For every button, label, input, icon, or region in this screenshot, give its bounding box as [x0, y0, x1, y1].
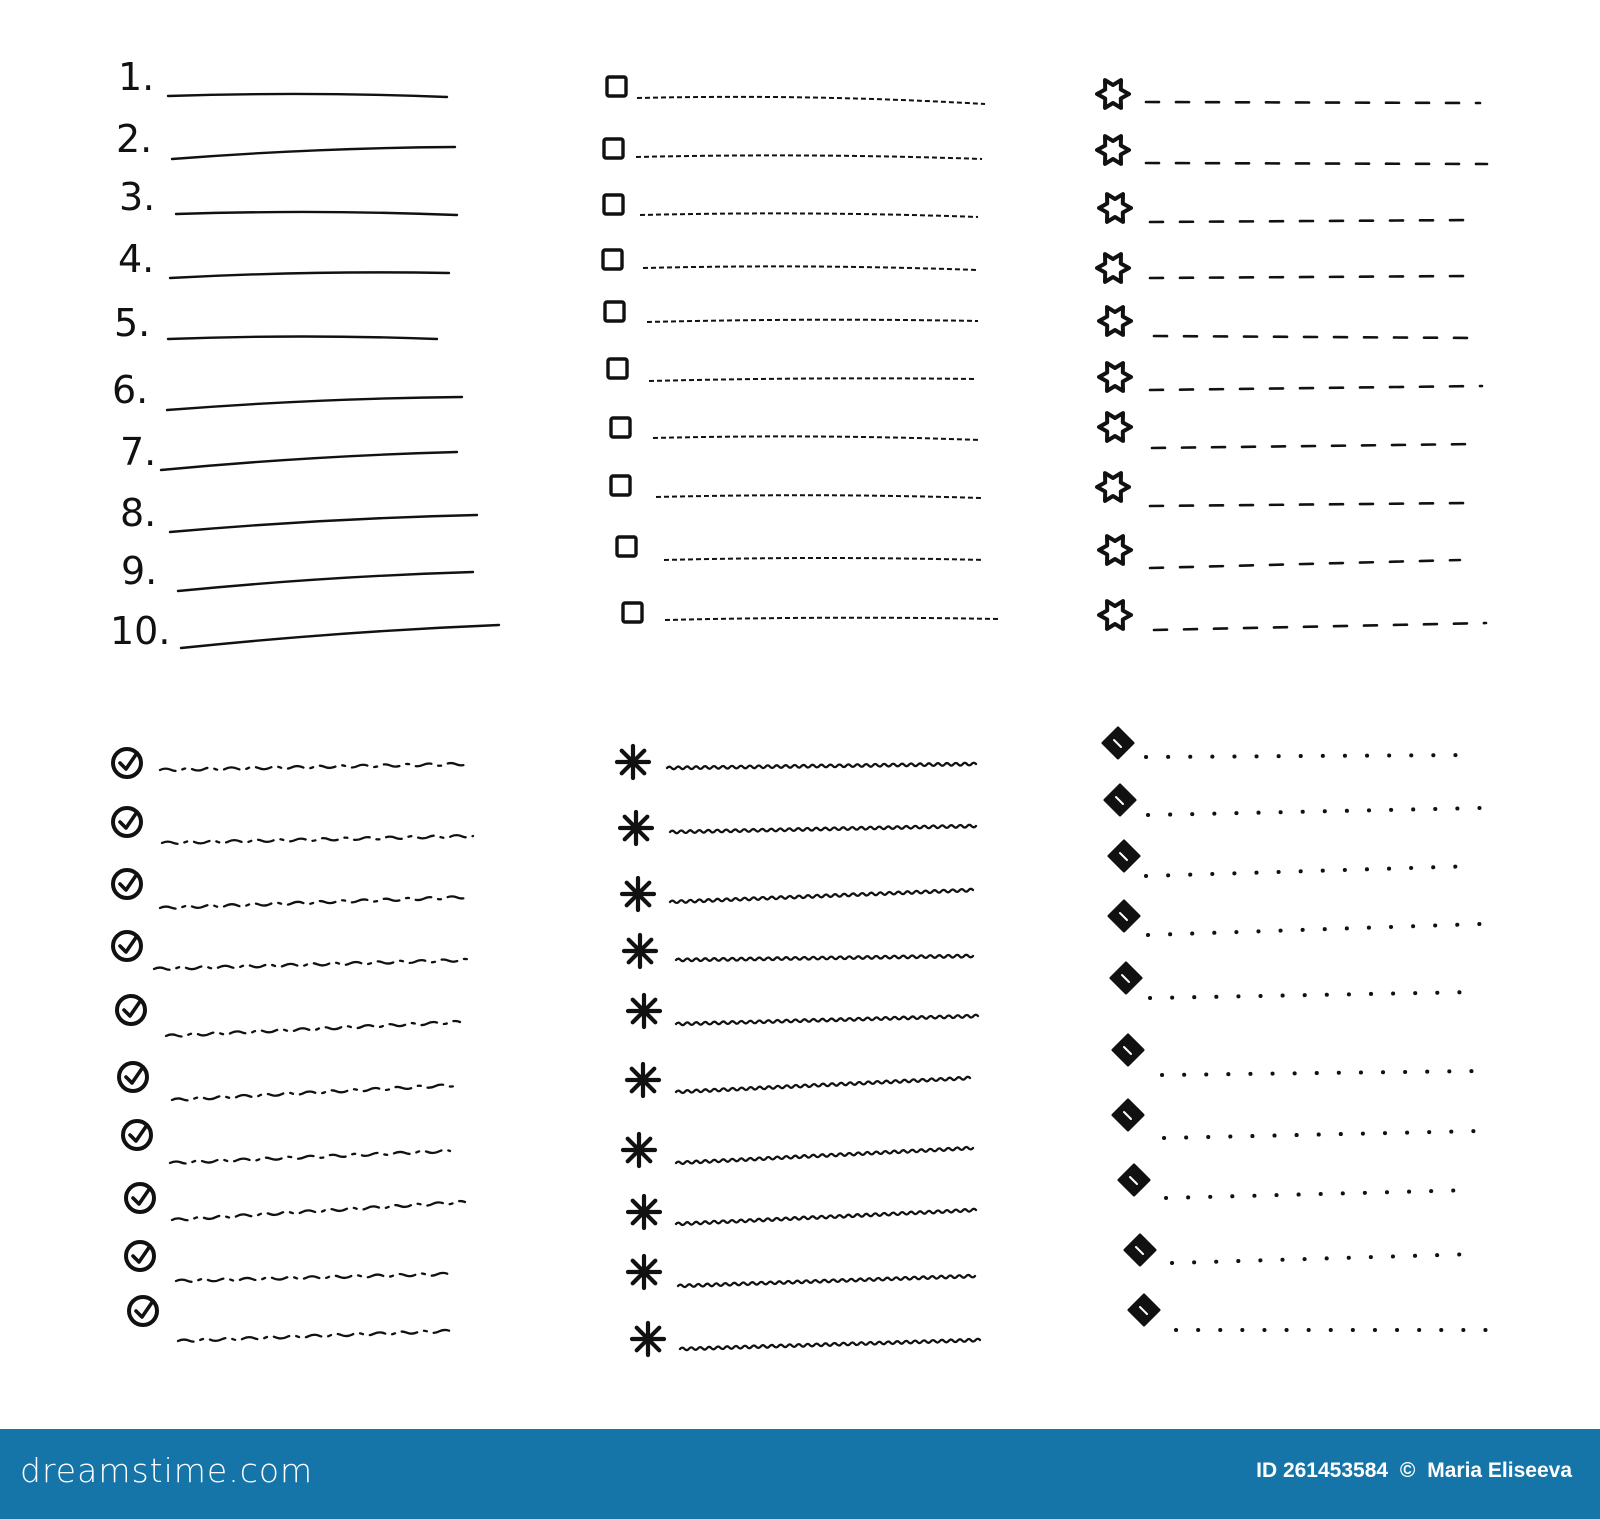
squiggle-line: [676, 1209, 976, 1225]
asterisk-row: [628, 1256, 975, 1288]
long-dashed-line: [1150, 503, 1470, 506]
image-id: ID 261453584: [1256, 1459, 1389, 1482]
squiggle-line: [680, 1339, 980, 1350]
asterisk-row: [622, 878, 973, 910]
squiggle-line: [678, 1275, 975, 1287]
blob-row: [1099, 413, 1476, 448]
asterisk-icon: [620, 812, 652, 844]
dash-dot-wavy-line: [160, 763, 467, 771]
check-circle-icon: [113, 932, 141, 960]
check-circle-icon: [117, 996, 145, 1024]
checkbox-row: [605, 302, 978, 322]
diamond-row: [1129, 1295, 1486, 1330]
fine-dashed-line: [664, 558, 984, 560]
diamond-row: [1103, 728, 1472, 758]
footer-credit: [1256, 1459, 1572, 1483]
checkbox-row: [611, 476, 982, 498]
number-label: 9.: [121, 549, 158, 593]
asterisk-icon: [617, 746, 649, 778]
checkbox-row: [604, 195, 978, 217]
check-circle-icon: [123, 1121, 151, 1149]
check-circle-icon: [129, 1297, 157, 1325]
asterisk-icon: [627, 1064, 659, 1096]
fine-dashed-line: [647, 320, 978, 322]
diamond-row: [1125, 1235, 1476, 1265]
number-label: 1.: [118, 55, 155, 99]
blob-icon: [1097, 80, 1129, 108]
check-circle-row: [113, 932, 470, 970]
asterisk-icon: [628, 995, 660, 1027]
diamond-icon: [1125, 1235, 1155, 1265]
asterisk-icon: [628, 1256, 660, 1288]
diamond-icon: [1109, 901, 1139, 931]
fine-dashed-line: [649, 378, 975, 381]
check-circle-row: [126, 1184, 465, 1220]
numbered-list: [110, 55, 499, 653]
asterisk-icon: [622, 878, 654, 910]
check-circle-icon: [113, 870, 141, 898]
check-circle-row: [117, 996, 460, 1036]
asterisk-list: [617, 746, 980, 1355]
writing-line: [161, 452, 457, 470]
numbered-row: [118, 55, 447, 99]
author-name: Maria Eliseeva: [1427, 1459, 1572, 1482]
square-checkbox-icon: [611, 476, 630, 495]
copyright-symbol: ©: [1399, 1459, 1416, 1482]
numbered-row: [121, 549, 473, 593]
square-checkbox-icon: [617, 537, 636, 556]
numbered-row: [119, 175, 457, 219]
blob-icon: [1097, 136, 1129, 164]
dash-dot-wavy-line: [176, 1273, 448, 1282]
diamond-row: [1113, 1035, 1480, 1075]
long-dashed-line: [1154, 623, 1486, 630]
asterisk-row: [617, 746, 976, 778]
check-circle-row: [119, 1063, 457, 1100]
diamond-row: [1105, 785, 1480, 815]
square-checkbox-icon: [611, 418, 630, 437]
checkbox-row: [608, 359, 975, 381]
diamond-icon: [1105, 785, 1135, 815]
diamond-icon: [1119, 1165, 1149, 1195]
blob-icon: [1097, 473, 1129, 501]
asterisk-icon: [624, 935, 656, 967]
square-checkbox-icon: [603, 250, 622, 269]
footer-brand: dreamstime.com: [20, 1451, 314, 1490]
fine-dashed-line: [636, 155, 982, 159]
dash-dot-wavy-line: [172, 1085, 457, 1101]
checkbox-row: [623, 603, 1000, 622]
blob-row: [1097, 80, 1480, 108]
blob-row: [1097, 136, 1487, 164]
dotted-line: [1166, 1190, 1473, 1198]
check-circle-row: [113, 749, 467, 777]
number-label: 2.: [116, 117, 153, 161]
diamond-icon: [1113, 1100, 1143, 1130]
asterisk-row: [627, 1064, 970, 1096]
square-checkbox-icon: [604, 195, 623, 214]
number-label: 5.: [114, 301, 151, 345]
blob-icon: [1099, 413, 1131, 441]
blob-row: [1097, 254, 1470, 282]
dotted-line: [1162, 1071, 1480, 1075]
fine-dashed-line: [653, 436, 980, 440]
writing-line: [172, 147, 455, 159]
dash-dot-wavy-line: [170, 1150, 450, 1164]
squiggle-line: [670, 825, 976, 833]
writing-line: [178, 572, 473, 591]
dash-dot-wavy-line: [172, 1201, 465, 1220]
writing-line: [167, 397, 462, 410]
dotted-line: [1146, 866, 1476, 876]
number-label: 4.: [118, 237, 155, 281]
number-label: 3.: [119, 175, 156, 219]
squiggle-line: [676, 1015, 978, 1025]
check-circle-row: [126, 1242, 448, 1282]
fine-dashed-line: [656, 495, 982, 498]
diamond-row: [1109, 841, 1476, 876]
numbered-row: [118, 237, 449, 281]
squiggle-line: [667, 763, 976, 769]
squiggle-line: [676, 1077, 970, 1093]
writing-line: [168, 337, 437, 340]
check-circle-row: [113, 870, 468, 909]
fine-dashed-line: [665, 618, 1000, 620]
numbered-row: [120, 430, 457, 474]
diamond-icon: [1103, 728, 1133, 758]
check-circle-row: [123, 1121, 450, 1164]
writing-line: [176, 212, 457, 215]
asterisk-icon: [632, 1323, 664, 1355]
blob-icon: [1099, 363, 1131, 391]
dotted-line: [1164, 1131, 1478, 1138]
check-circle-icon: [126, 1242, 154, 1270]
asterisk-row: [632, 1323, 980, 1355]
writing-line: [168, 94, 447, 97]
dotted-line: [1150, 992, 1476, 998]
number-label: 7.: [120, 430, 157, 474]
blob-row: [1099, 363, 1482, 391]
dotted-line: [1146, 755, 1472, 757]
blob-icon: [1099, 601, 1131, 629]
checkbox-row: [604, 139, 982, 159]
dotted-line: [1148, 808, 1480, 815]
diamond-row: [1113, 1100, 1478, 1138]
diamond-icon: [1113, 1035, 1143, 1065]
check-circle-row: [129, 1297, 450, 1342]
dash-dot-wavy-line: [178, 1330, 450, 1342]
numbered-row: [120, 491, 477, 535]
square-checkbox-icon: [623, 603, 642, 622]
numbered-row: [116, 117, 455, 161]
dash-dot-wavy-line: [154, 959, 470, 970]
writing-line: [170, 272, 449, 278]
number-label: 6.: [112, 368, 149, 412]
dotted-line: [1172, 1254, 1476, 1263]
long-dashed-line: [1152, 444, 1476, 448]
blob-row: [1099, 307, 1480, 338]
check-circle-list: [113, 749, 473, 1342]
long-dashed-line: [1150, 220, 1478, 222]
long-dashed-line: [1150, 386, 1482, 390]
fine-dashed-line: [640, 213, 978, 217]
blob-icon: [1099, 194, 1131, 222]
number-label: 10.: [110, 609, 171, 653]
blob-row: [1097, 473, 1470, 506]
check-circle-row: [113, 808, 473, 844]
blob-icon: [1097, 254, 1129, 282]
fine-dashed-line: [637, 97, 985, 104]
blob-icon: [1099, 536, 1131, 564]
dash-dot-wavy-line: [162, 835, 473, 844]
checkbox-row: [607, 77, 985, 104]
number-label: 8.: [120, 491, 157, 535]
asterisk-icon: [628, 1196, 660, 1228]
asterisk-row: [628, 995, 978, 1027]
long-dashed-line: [1150, 560, 1460, 568]
check-circle-icon: [113, 749, 141, 777]
long-dashed-line: [1154, 336, 1480, 338]
check-circle-icon: [126, 1184, 154, 1212]
squiggle-line: [676, 1147, 973, 1164]
checkbox-row: [611, 418, 980, 440]
numbered-row: [112, 368, 462, 412]
diamond-row: [1109, 901, 1480, 935]
diamond-icon: [1129, 1295, 1159, 1325]
long-dashed-line: [1146, 102, 1480, 103]
square-checkbox-icon: [608, 359, 627, 378]
check-circle-icon: [113, 808, 141, 836]
fine-dashed-line: [643, 266, 977, 270]
squiggle-line: [670, 889, 973, 903]
asterisk-row: [628, 1196, 976, 1228]
asterisk-row: [620, 812, 976, 844]
blob-row: [1099, 194, 1478, 222]
asterisk-row: [623, 1134, 973, 1166]
square-checkbox-icon: [607, 77, 626, 96]
blob-row: [1099, 536, 1460, 568]
dash-dot-wavy-line: [160, 896, 468, 908]
blob-icon: [1099, 307, 1131, 335]
blob-row: [1099, 601, 1486, 630]
square-checkbox-icon: [604, 139, 623, 158]
square-checkbox-icon: [605, 302, 624, 321]
watermark-footer: [0, 1429, 1600, 1519]
diamond-list: [1103, 728, 1486, 1330]
asterisk-row: [624, 935, 973, 967]
checkbox-row: [617, 537, 984, 560]
writing-line: [181, 625, 499, 648]
diamond-icon: [1109, 841, 1139, 871]
dotted-line: [1148, 924, 1480, 935]
asterisk-icon: [623, 1134, 655, 1166]
checkbox-list: [603, 77, 1000, 622]
diamond-row: [1111, 963, 1476, 998]
check-circle-icon: [119, 1063, 147, 1091]
dash-dot-wavy-line: [166, 1021, 460, 1036]
diamond-row: [1119, 1165, 1473, 1198]
squiggle-line: [676, 955, 973, 961]
checkbox-row: [603, 250, 977, 270]
long-dashed-line: [1150, 276, 1470, 278]
blob-bullet-list: [1097, 80, 1487, 630]
writing-line: [170, 515, 477, 532]
numbered-row: [114, 301, 437, 345]
numbered-row: [110, 609, 499, 653]
diamond-icon: [1111, 963, 1141, 993]
long-dashed-line: [1146, 163, 1487, 164]
